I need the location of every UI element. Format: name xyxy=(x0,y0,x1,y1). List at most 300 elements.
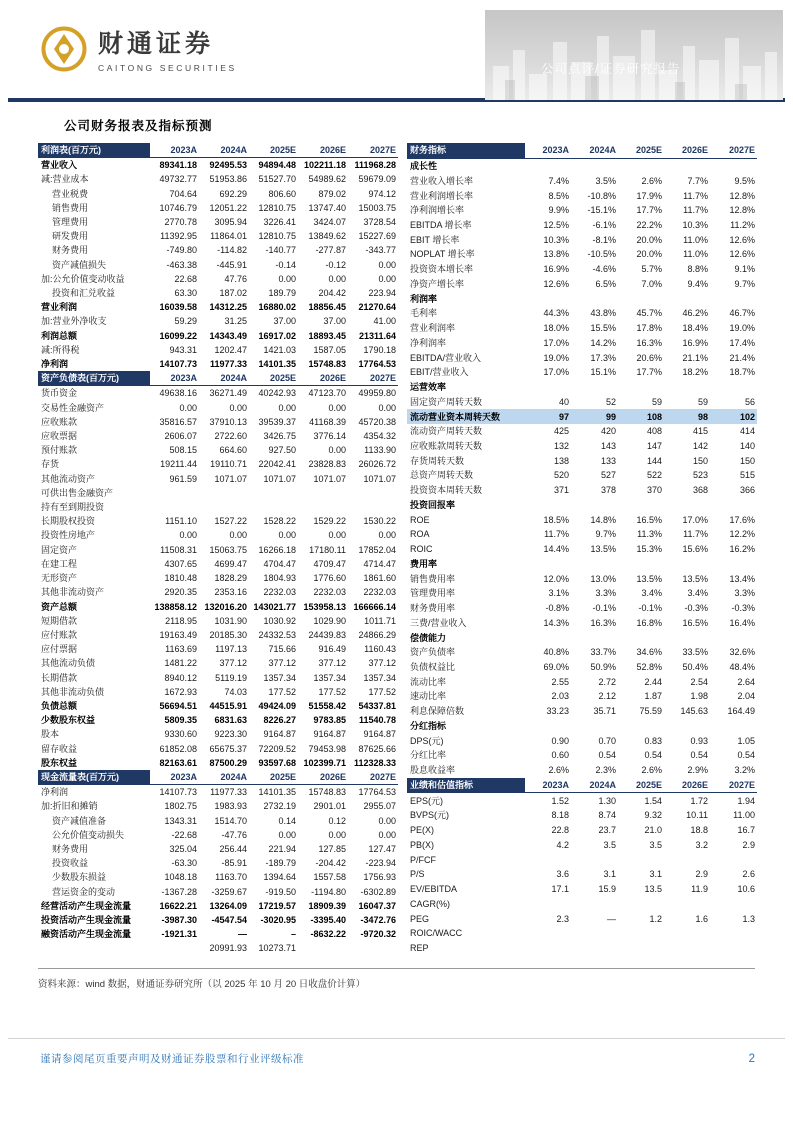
row-label: 财务费用 xyxy=(52,843,89,854)
cell-value: 153958.13 xyxy=(303,601,346,612)
cell-value: 17.1 xyxy=(551,884,569,895)
cell-value: 17219.57 xyxy=(258,900,296,911)
cell-value: 49424.09 xyxy=(258,700,296,711)
cell-value: 177.52 xyxy=(268,686,296,697)
cell-value: 20185.30 xyxy=(209,629,247,640)
table-row xyxy=(38,828,398,842)
table-row xyxy=(407,586,757,601)
cell-value: 0.93 xyxy=(690,735,708,746)
cell-value: 177.52 xyxy=(318,686,346,697)
cell-value xyxy=(710,719,757,734)
cityscape-graphic xyxy=(485,10,783,100)
cell-value: 0.00 xyxy=(278,402,296,413)
cell-value: 3095.94 xyxy=(214,217,247,228)
cell-value: 54989.62 xyxy=(308,174,346,185)
cell-value xyxy=(199,500,249,514)
cell-value: -223.94 xyxy=(365,858,396,869)
table-row xyxy=(407,542,757,557)
row-label: 资产负债率 xyxy=(410,647,456,658)
cell-value: 59.29 xyxy=(174,316,197,327)
row-label: 应收票据 xyxy=(41,431,78,442)
cell-value: 2232.03 xyxy=(363,587,396,598)
row-label: 投资资本增长率 xyxy=(410,264,474,275)
table-row xyxy=(38,628,398,642)
cell-value: 17.3% xyxy=(590,352,616,363)
cell-value: 87625.66 xyxy=(358,743,396,754)
cell-value: 22.68 xyxy=(174,273,197,284)
cell-value: 223.94 xyxy=(368,288,396,299)
cell-value xyxy=(525,498,571,513)
cell-value: 2955.07 xyxy=(363,801,396,812)
cell-value: 3.2% xyxy=(734,765,755,776)
cell-value: 164.49 xyxy=(727,706,755,717)
cell-value: 3.3% xyxy=(595,588,616,599)
table-row xyxy=(38,300,398,314)
cell-value: 1529.22 xyxy=(313,516,346,527)
cell-value xyxy=(664,380,710,395)
cell-value: 144 xyxy=(646,455,662,466)
cell-value: 19.0% xyxy=(729,323,755,334)
cell-value: 1.05 xyxy=(737,735,755,746)
cell-value: 9.9% xyxy=(548,205,569,216)
cell-value: 9223.30 xyxy=(214,729,247,740)
cell-value: 2.6 xyxy=(742,869,755,880)
cell-value: -3472.76 xyxy=(360,914,396,925)
cell-value: 16099.22 xyxy=(159,330,197,341)
cell-value: 50.9% xyxy=(590,662,616,672)
cell-value: 61852.08 xyxy=(159,743,197,754)
row-label: 净利润 xyxy=(41,787,69,798)
cell-value: -3020.95 xyxy=(260,914,296,925)
cell-value: 19211.44 xyxy=(160,459,197,470)
cell-value: 8.74 xyxy=(598,810,616,821)
cell-value: 18.2% xyxy=(682,367,708,378)
cell-value: 13849.62 xyxy=(308,231,346,242)
cell-value: 4714.47 xyxy=(363,558,396,569)
cell-value: 0.00 xyxy=(229,402,247,413)
row-label: PB(X) xyxy=(410,839,435,850)
row-label: 运营效率 xyxy=(410,382,447,393)
table-row xyxy=(407,262,757,277)
row-label: 应收账款周转天数 xyxy=(410,440,483,451)
cell-value: 41168.39 xyxy=(309,416,346,427)
cell-value: 13747.40 xyxy=(308,202,346,213)
row-label: 负债权益比 xyxy=(410,662,456,672)
cell-value: 11508.31 xyxy=(160,544,197,555)
cell-value xyxy=(571,941,618,956)
cell-value xyxy=(348,941,398,955)
cell-value: -140.77 xyxy=(265,245,296,256)
cell-value: 2353.16 xyxy=(214,587,247,598)
table-row xyxy=(38,614,398,628)
table-row xyxy=(38,899,398,913)
cell-value: 664.60 xyxy=(219,445,247,456)
cell-value: 371 xyxy=(553,485,569,496)
cell-value: 17.8% xyxy=(636,323,662,334)
cell-value xyxy=(664,941,710,956)
cell-value: 715.66 xyxy=(268,644,296,655)
cell-value: 10.3% xyxy=(543,234,569,245)
year-column-header: 2025E xyxy=(618,143,664,158)
table-row xyxy=(38,429,398,443)
cell-value: 2722.60 xyxy=(214,431,247,442)
cell-value: 21.1% xyxy=(682,352,708,363)
cell-value: 13.5% xyxy=(682,573,708,584)
cell-value: 12.6% xyxy=(729,234,755,245)
cell-value: 3.1% xyxy=(548,588,569,599)
row-label: 预付账款 xyxy=(41,445,78,456)
cell-value: 47123.70 xyxy=(308,388,346,399)
cell-value: 3424.07 xyxy=(313,217,346,228)
year-column-header: 2025E xyxy=(618,778,664,793)
cell-value: 879.02 xyxy=(318,188,346,199)
row-label: 利息保障倍数 xyxy=(410,706,465,717)
cell-value: 2232.03 xyxy=(313,587,346,598)
row-label: 加:公允价值变动收益 xyxy=(41,273,125,284)
cell-value: 2.3 xyxy=(556,913,569,924)
cell-value: -22.68 xyxy=(171,829,197,840)
cell-value: 2.9 xyxy=(695,869,708,880)
cell-value xyxy=(525,897,571,912)
cell-value: 14312.25 xyxy=(209,302,247,313)
cell-value: 33.5% xyxy=(682,647,708,658)
cell-value: 9.1% xyxy=(734,264,755,275)
table-row xyxy=(407,689,757,704)
cell-value: -0.1% xyxy=(592,603,616,614)
cell-value: 49638.16 xyxy=(159,388,197,399)
cell-value xyxy=(664,498,710,513)
cell-value: 87500.29 xyxy=(209,757,247,768)
cell-value: 916.49 xyxy=(318,644,346,655)
row-label: PEG xyxy=(410,913,430,924)
year-column-header: 2027E xyxy=(710,143,757,158)
cell-value: 37.00 xyxy=(273,316,296,327)
cell-value: 14.4% xyxy=(543,544,569,555)
cell-value: 6831.63 xyxy=(214,715,247,726)
cell-value: 1.52 xyxy=(551,795,569,806)
cell-value: 692.29 xyxy=(219,188,247,199)
row-label: 货币资金 xyxy=(41,388,78,399)
cell-value: 35816.57 xyxy=(159,416,197,427)
row-label: EV/EBITDA xyxy=(410,884,458,895)
cell-value xyxy=(525,719,571,734)
cell-value: 2.03 xyxy=(551,691,569,702)
cell-value: 15748.83 xyxy=(308,787,346,798)
cell-value xyxy=(618,719,664,734)
table-row xyxy=(407,468,757,483)
cell-value xyxy=(249,500,298,514)
cell-value: 14107.73 xyxy=(159,359,197,370)
row-label: EBIT/营业收入 xyxy=(410,367,469,378)
cell-value: 4.2 xyxy=(556,839,569,850)
cell-value: 142 xyxy=(692,440,708,451)
table-row xyxy=(38,585,398,599)
table-row xyxy=(407,174,757,189)
row-label: 净利润率 xyxy=(410,337,447,348)
cell-value: 11977.33 xyxy=(209,359,247,370)
cell-value: 1481.22 xyxy=(164,658,197,669)
row-label: 营运资金的变动 xyxy=(52,886,116,897)
cell-value: 10.6 xyxy=(737,884,755,895)
cell-value: -445.91 xyxy=(216,259,247,270)
row-label: 净利润 xyxy=(41,359,69,370)
row-label: ROA xyxy=(410,529,430,540)
cell-value: 16047.37 xyxy=(358,900,396,911)
row-label: 存货周转天数 xyxy=(410,455,465,466)
cell-value: 3.2 xyxy=(695,839,708,850)
cell-value: 14.3% xyxy=(543,617,569,628)
cell-value: 2.12 xyxy=(598,691,616,702)
cell-value xyxy=(571,719,618,734)
cell-value: 138858.12 xyxy=(154,601,197,612)
cell-value xyxy=(664,897,710,912)
row-label: BVPS(元) xyxy=(410,810,450,821)
cell-value: 132016.20 xyxy=(204,601,247,612)
row-label: 管理费用 xyxy=(52,217,89,228)
cell-value xyxy=(710,158,757,173)
cell-value: -749.80 xyxy=(166,245,197,256)
cell-value: 59 xyxy=(651,396,662,407)
cell-value: -1921.31 xyxy=(161,929,197,940)
cell-value: 0.54 xyxy=(690,750,708,761)
table-row xyxy=(407,882,757,897)
cell-value: 11.7% xyxy=(683,190,708,201)
cell-value: 21270.64 xyxy=(358,302,396,313)
cell-value: 6.5% xyxy=(595,278,616,289)
row-label: 负债总额 xyxy=(41,700,78,711)
cell-value: 12810.75 xyxy=(258,202,296,213)
table-row xyxy=(38,685,398,699)
cell-value: 98 xyxy=(664,409,710,424)
cell-value: 46.2% xyxy=(682,308,708,319)
year-column-header: 2026E xyxy=(664,143,710,158)
cell-value: 12.2% xyxy=(729,529,755,540)
cell-value: 102 xyxy=(710,409,757,424)
cell-value: 4704.47 xyxy=(263,558,296,569)
cell-value: 15063.75 xyxy=(209,544,247,555)
table-row xyxy=(38,699,398,713)
cell-value: 93597.68 xyxy=(258,757,296,768)
row-label: 资产总额 xyxy=(41,601,78,612)
cell-value: 17.7% xyxy=(636,367,662,378)
cell-value: 13.5% xyxy=(590,544,616,555)
cell-value: 108 xyxy=(618,409,664,424)
cell-value: 33.7% xyxy=(590,647,616,658)
brand-emblem-icon xyxy=(40,25,88,73)
cell-value xyxy=(618,852,664,867)
cell-value: 20991.93 xyxy=(209,943,247,954)
cell-value: 2118.95 xyxy=(165,615,197,626)
cell-value xyxy=(710,941,757,956)
cell-value: 1861.60 xyxy=(363,573,396,584)
table-row xyxy=(38,286,398,300)
cell-value: 1.6 xyxy=(695,913,708,924)
row-label: 加:营业外净收支 xyxy=(41,316,107,327)
cell-value xyxy=(525,852,571,867)
cell-value: 145.63 xyxy=(680,706,708,717)
table-row xyxy=(38,472,398,486)
row-label: ROIC xyxy=(410,544,433,555)
cell-value: 17180.11 xyxy=(309,544,346,555)
table-row xyxy=(38,727,398,741)
row-label: 营业税费 xyxy=(52,188,89,199)
cell-value: 74.03 xyxy=(224,686,247,697)
cell-value xyxy=(664,926,710,941)
cell-value: 2.44 xyxy=(644,676,662,687)
table-row xyxy=(38,272,398,286)
table-row xyxy=(407,498,757,513)
cell-value: 18.7% xyxy=(729,367,755,378)
table-row xyxy=(407,838,757,853)
cell-value: 24866.29 xyxy=(358,629,396,640)
row-label: ROIC/WACC xyxy=(410,928,463,939)
table-row xyxy=(407,630,757,645)
table-row xyxy=(407,380,757,395)
cell-value: 17.0% xyxy=(543,367,569,378)
cell-value: 36271.49 xyxy=(209,388,247,399)
cell-value: 18893.45 xyxy=(308,330,346,341)
row-label: 固定资产周转天数 xyxy=(410,396,483,407)
cell-value xyxy=(199,486,249,500)
cell-value: 14343.49 xyxy=(209,330,247,341)
cell-value: 17764.53 xyxy=(358,359,396,370)
cell-value: 16.9% xyxy=(682,337,708,348)
row-label: 偿债能力 xyxy=(410,632,447,643)
cell-value: 89341.18 xyxy=(159,160,197,171)
cell-value: -204.42 xyxy=(315,858,346,869)
row-label: 流动比率 xyxy=(410,676,447,687)
cell-value: 11.7% xyxy=(544,529,569,540)
cell-value: 927.50 xyxy=(268,445,296,456)
cell-value: 112328.33 xyxy=(353,757,396,768)
row-label: 长期股权投资 xyxy=(41,516,96,527)
cell-value: 4307.65 xyxy=(164,558,197,569)
cell-value: 16.3% xyxy=(636,337,662,348)
cell-value: 12.0% xyxy=(543,573,569,584)
cell-value: 2.6% xyxy=(641,175,662,186)
cell-value: 16.4% xyxy=(729,617,755,628)
table-row xyxy=(407,616,757,631)
table-row xyxy=(407,793,757,808)
cell-value: -47.76 xyxy=(221,829,247,840)
table-row xyxy=(407,321,757,336)
cell-value: 4709.47 xyxy=(313,558,346,569)
table-row xyxy=(407,660,757,675)
cell-value: 2.3% xyxy=(595,765,616,776)
cell-value: 1790.18 xyxy=(363,344,396,355)
cell-value: 5809.35 xyxy=(164,715,197,726)
table-row xyxy=(407,897,757,912)
cell-value: 0.00 xyxy=(378,259,396,270)
cell-value: 16266.18 xyxy=(258,544,296,555)
cell-value xyxy=(298,500,348,514)
cell-value: 16.3% xyxy=(590,617,616,628)
cell-value: 1530.22 xyxy=(363,516,396,527)
cell-value: 143 xyxy=(600,440,616,451)
year-column-header: 2026E xyxy=(664,778,710,793)
table-row xyxy=(38,229,398,243)
cell-value: 370 xyxy=(646,485,662,496)
cell-value xyxy=(525,926,571,941)
cell-value: 11540.78 xyxy=(358,715,396,726)
table-row xyxy=(38,642,398,656)
cell-value: 1071.07 xyxy=(214,473,247,484)
cell-value: 39539.37 xyxy=(258,416,296,427)
report-type-banner xyxy=(485,10,783,100)
table-row xyxy=(38,927,398,941)
table-row xyxy=(38,756,398,770)
cell-value: 35.71 xyxy=(593,706,616,717)
cell-value: – xyxy=(290,929,296,940)
table-row xyxy=(407,512,757,527)
table-row xyxy=(38,799,398,813)
cell-value: 11392.95 xyxy=(160,231,197,242)
cell-value: 7.4% xyxy=(548,175,569,186)
cell-value: 11.7% xyxy=(683,205,708,216)
cell-value: 150 xyxy=(739,455,755,466)
cell-value xyxy=(298,941,348,955)
table-header-row xyxy=(38,143,398,158)
cell-value: -85.91 xyxy=(221,858,247,869)
table-row xyxy=(38,571,398,585)
cell-value: 1030.92 xyxy=(263,615,296,626)
cell-value: 0.00 xyxy=(278,829,296,840)
cell-value: 377.12 xyxy=(318,658,346,669)
cell-value: -10.8% xyxy=(587,190,616,201)
row-label: 应付票据 xyxy=(41,644,78,655)
cell-value: 23.7 xyxy=(598,825,616,836)
cell-value: 127.47 xyxy=(368,843,396,854)
cell-value: 0.54 xyxy=(598,750,616,761)
cell-value: 4699.47 xyxy=(214,558,247,569)
row-label: 资产减值损失 xyxy=(52,259,107,270)
cell-value: 3.5 xyxy=(649,839,662,850)
cell-value: 50.4% xyxy=(682,662,708,672)
row-label: 营业利润增长率 xyxy=(410,190,474,201)
row-label: 其他非流动负债 xyxy=(41,686,105,697)
footer-disclaimer: 谨请参阅尾页重要声明及财通证券股票和行业评级标准 xyxy=(40,1053,304,1065)
table-row xyxy=(38,814,398,828)
cell-value: 3.1 xyxy=(603,869,616,880)
cell-value: 0.00 xyxy=(278,530,296,541)
cell-value: 5.7% xyxy=(641,264,662,275)
cell-value: 2.64 xyxy=(737,676,755,687)
cell-value: 2232.03 xyxy=(263,587,296,598)
cell-value: 2.54 xyxy=(690,676,708,687)
cell-value: 17.6% xyxy=(729,514,755,525)
table-row xyxy=(38,870,398,884)
cell-value: 0.00 xyxy=(328,273,346,284)
cell-value: 37910.13 xyxy=(209,416,247,427)
cell-value: 1133.90 xyxy=(364,445,396,456)
cell-value: 2770.78 xyxy=(164,217,197,228)
cell-value: 166666.14 xyxy=(353,601,396,612)
cell-value: 806.60 xyxy=(268,188,296,199)
table-row xyxy=(38,243,398,257)
year-column-header: 2024A xyxy=(199,770,249,785)
table-row xyxy=(38,671,398,685)
cell-value: 34.6% xyxy=(636,647,662,658)
row-label: 投资回报率 xyxy=(410,499,456,510)
table-row xyxy=(38,201,398,215)
cell-value: 63.30 xyxy=(174,288,197,299)
table-row xyxy=(38,913,398,927)
table-header-row xyxy=(407,143,757,158)
year-column-header: 2027E xyxy=(348,143,398,158)
year-column-header: 2023A xyxy=(150,371,199,386)
report-type-label: 公司点评/证券研究报告 xyxy=(541,62,681,76)
table-row xyxy=(407,763,757,778)
